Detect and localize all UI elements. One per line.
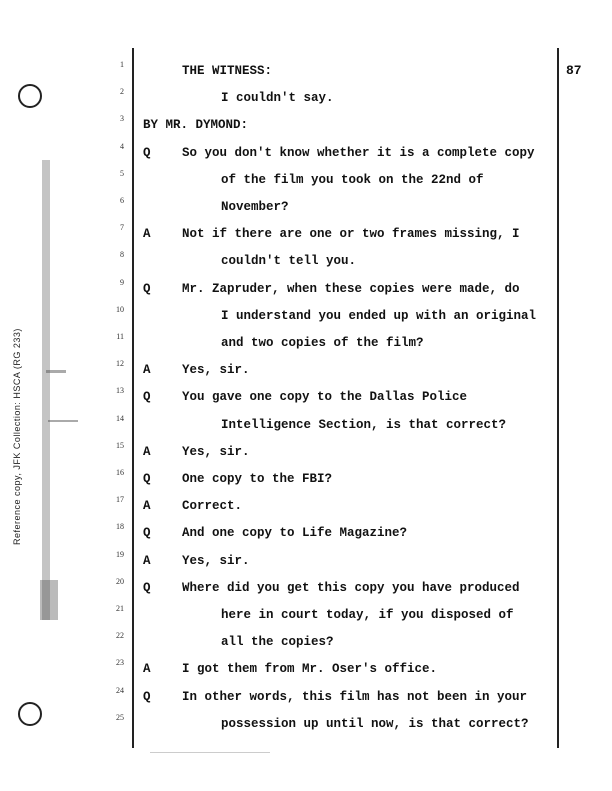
speaker-label: Q bbox=[143, 580, 151, 595]
speaker-label: A bbox=[143, 444, 151, 459]
left-margin-rule bbox=[132, 48, 134, 748]
transcript-text: One copy to the FBI? bbox=[182, 472, 333, 486]
line-number: 17 bbox=[116, 495, 124, 505]
line-number: 21 bbox=[116, 604, 124, 613]
line-number: 12 bbox=[116, 359, 124, 369]
transcript-text: You gave one copy to the Dallas Police bbox=[182, 390, 468, 405]
line-number: 15 bbox=[116, 440, 124, 450]
line-number: 25 bbox=[116, 712, 124, 722]
transcript-text: THE WITNESS: bbox=[182, 64, 273, 78]
line-number: 19 bbox=[116, 549, 124, 559]
line-number: 11 bbox=[116, 332, 124, 341]
transcript-text: Not if there are one or two frames missing, I bbox=[182, 227, 520, 242]
transcript-text: possession up until now, is that correct? bbox=[221, 716, 529, 731]
transcript-text: November? bbox=[221, 200, 289, 214]
line-number: 10 bbox=[116, 304, 124, 314]
transcript-text: BY MR. DYMOND: bbox=[143, 118, 249, 133]
transcript-text: Mr. Zapruder, when these copies were made, do bbox=[182, 281, 520, 296]
line-number: 8 bbox=[120, 250, 124, 260]
speaker-label: A bbox=[143, 499, 151, 514]
punch-hole-top bbox=[18, 84, 42, 108]
archive-stamp: Reference copy, JFK Collection: HSCA (RG 233) bbox=[12, 328, 22, 545]
transcript-text: Yes, sir. bbox=[182, 363, 250, 378]
transcript-text: and two copies of the film? bbox=[221, 336, 424, 350]
line-number: 3 bbox=[120, 114, 124, 124]
speaker-label: Q bbox=[143, 472, 151, 486]
transcript-text: couldn't tell you. bbox=[221, 254, 357, 269]
transcript-text: of the film you took on the 22nd of bbox=[221, 172, 484, 187]
line-number: 2 bbox=[120, 87, 124, 97]
line-number: 1 bbox=[120, 60, 124, 69]
line-number: 18 bbox=[116, 522, 124, 532]
speaker-label: A bbox=[143, 553, 151, 568]
line-number: 13 bbox=[116, 386, 124, 396]
transcript-text: Correct. bbox=[182, 499, 243, 514]
speaker-label: A bbox=[143, 227, 151, 242]
transcript-text: all the copies? bbox=[221, 635, 334, 650]
line-number: 24 bbox=[116, 685, 124, 695]
transcript-text: So you don't know whether it is a complete copy bbox=[182, 145, 535, 160]
line-number: 4 bbox=[120, 141, 124, 151]
speaker-label: A bbox=[143, 363, 151, 378]
transcript-text: Yes, sir. bbox=[182, 444, 250, 459]
line-number: 7 bbox=[120, 223, 124, 233]
transcript-text: Where did you get this copy you have produced bbox=[182, 580, 520, 595]
speaker-label: A bbox=[143, 662, 151, 677]
speaker-label: Q bbox=[143, 689, 151, 704]
transcript-text: Yes, sir. bbox=[182, 553, 250, 568]
transcript-text: here in court today, if you disposed of bbox=[221, 608, 514, 622]
speaker-label: Q bbox=[143, 145, 151, 160]
punch-hole-bottom bbox=[18, 702, 42, 726]
speaker-label: Q bbox=[143, 390, 151, 405]
transcript-text: In other words, this film has not been in your bbox=[182, 689, 528, 704]
line-number: 23 bbox=[116, 658, 124, 668]
line-number: 16 bbox=[116, 468, 124, 477]
transcript-text: I got them from Mr. Oser's office. bbox=[182, 662, 438, 677]
transcript-text: Intelligence Section, is that correct? bbox=[221, 417, 507, 432]
line-number: 22 bbox=[116, 631, 124, 641]
line-number: 6 bbox=[120, 196, 124, 205]
right-margin-rule bbox=[557, 48, 559, 748]
line-number: 14 bbox=[116, 413, 124, 423]
speaker-label: Q bbox=[143, 281, 151, 296]
transcript-text: And one copy to Life Magazine? bbox=[182, 526, 408, 541]
page-number: 87 bbox=[566, 63, 582, 78]
line-number: 20 bbox=[116, 576, 124, 586]
line-number: 5 bbox=[120, 168, 124, 178]
line-number: 9 bbox=[120, 277, 124, 287]
transcript-text: I couldn't say. bbox=[221, 91, 334, 106]
speaker-label: Q bbox=[143, 526, 151, 541]
transcript-text: I understand you ended up with an original bbox=[221, 308, 537, 323]
